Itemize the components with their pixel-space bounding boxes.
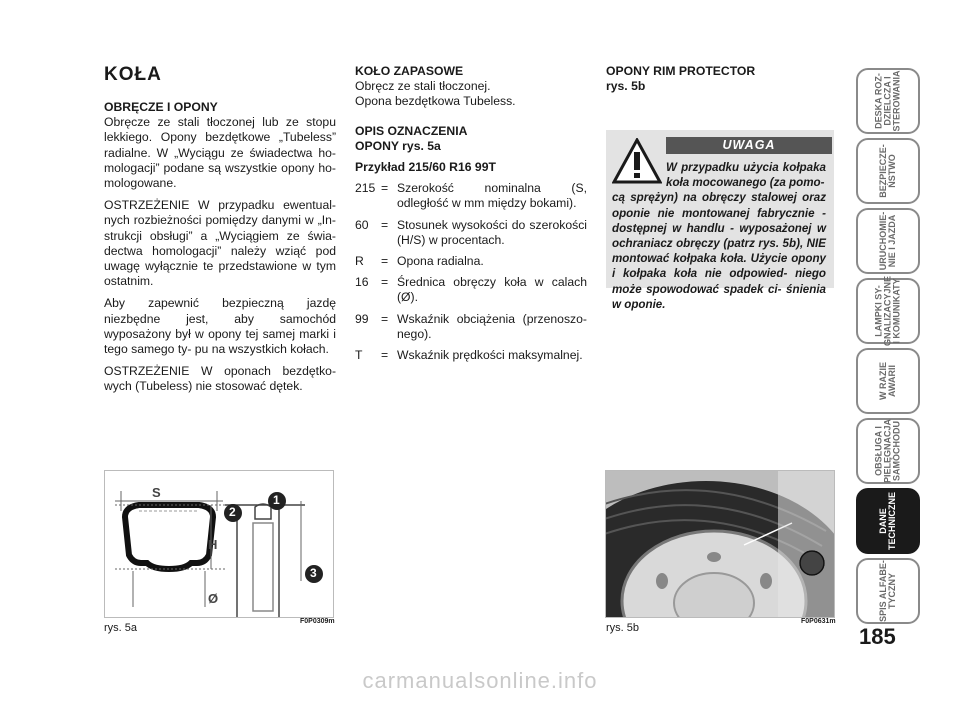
spec-equals: =: [381, 181, 389, 196]
spec-value: Średnica obręczy koła w calach (Ø).: [397, 275, 587, 305]
watermark: carmanualsonline.info: [362, 668, 598, 693]
spec-key: 60: [355, 217, 369, 232]
spec-key: T: [355, 348, 363, 363]
label-diameter: Ø: [208, 591, 219, 606]
spec-value: Opona radialna.: [397, 254, 484, 269]
column-3: [606, 64, 836, 94]
paragraph-rims: Obręcze ze stali tłoczonej lub ze stopu lekkiego. Opony bezdętkowe „Tubeless” radialne. W „Wyciągu ze świadectwa ho- mologacji” podane są wszystkie opony ho- mologowane.: [104, 115, 336, 191]
chapter-tab-label: BEZPIECZE- ŃSTWO: [878, 144, 897, 198]
spec-key: 16: [355, 275, 369, 290]
warning-text-body: cą sprężyn) na obręczy stalowej oraz oponie nie montowanej fabrycznie - dostępnej w handlu - wyposażonej w ochraniacz obręczy (patrz rys. 5b), NIE montować kołpaka koła. Użycie opony i kołpaka koła nie odpowied- niego może spowodować spadek ci- śnienia w oponie.: [612, 191, 826, 311]
wheel-photo-drawing: [606, 471, 834, 617]
heading-rims-tires: OBRĘCZE I OPONY: [104, 100, 218, 114]
caption-fig-5a: rys. 5a: [104, 622, 138, 634]
chapter-tab-label: LAMPKI SY- GNALIZACYJNE I KOMUNIKATY: [873, 275, 902, 347]
paragraph-no-tubes: OSTRZEŻENIE W oponach bezdętko- wych (Tubeless) nie stosować dętek.: [104, 364, 336, 394]
code-fig-5a: F0P0309m: [300, 618, 335, 625]
spec-value: Wskaźnik obciążenia (przenoszo- nego).: [397, 311, 587, 341]
column-1: [104, 64, 336, 402]
spec-value: Stosunek wysokości do szerokości (H/S) w procentach.: [397, 217, 587, 247]
chapter-tab[interactable]: [856, 138, 920, 204]
paragraph-same-tires: Aby zapewnić bezpieczną jazdę niezbędne jest, aby samochód wyposażony był w opony tej samej marki i tego samego ty- pu na wszystkich kołach.: [104, 296, 336, 357]
chapter-tab[interactable]: [856, 208, 920, 274]
chapter-tab-label: SPIS ALFABE- TYCZNY: [878, 560, 897, 622]
tire-section-drawing: [105, 471, 333, 617]
figure-rim-protector-photo: [605, 470, 835, 618]
chapter-tab[interactable]: [856, 348, 920, 414]
section-title: KOŁA: [104, 64, 162, 85]
spec-row: [355, 254, 587, 269]
chapter-tab[interactable]: [856, 418, 920, 484]
spec-row: [355, 218, 587, 248]
marker-3: 3: [310, 566, 317, 580]
chapter-tab-label: DANE TECHNICZNE: [878, 492, 897, 550]
chapter-tab[interactable]: [856, 275, 920, 347]
spare-tire-text: Opona bezdętkowa Tubeless.: [355, 94, 516, 109]
spec-key: 215: [355, 181, 376, 196]
heading-marking-a: OPIS OZNACZENIA: [355, 123, 468, 138]
example-marking: Przykład 215/60 R16 99T: [355, 160, 496, 175]
chapter-tab-label: OBSŁUGA I PIELĘGNACJA SAMOCHODU: [873, 418, 902, 484]
figure-tire-cross-section: [104, 470, 334, 618]
marker-1: 1: [273, 493, 280, 507]
spec-value: Szerokość nominalna (S, odległość w mm między bokami).: [397, 181, 587, 211]
paragraph-warning-homologation: OSTRZEŻENIE W przypadku ewentual- nych rozbieżności pomiędzy danymi w „In- strukcji obsługi” a „Wyciągiem ze świa- dectwa homologacji” należy wziąć pod uwagę wyłącznie te przedstawione w tym ostatnim.: [104, 198, 336, 289]
spec-row: [355, 312, 587, 342]
spec-equals: =: [381, 348, 389, 363]
warning-label: UWAGA: [666, 137, 832, 154]
warning-box: [606, 130, 834, 311]
warning-text-intro: W przypadku użycia kołpaka koła mocowanego (za pomo-: [666, 161, 826, 190]
chapter-tab[interactable]: [856, 488, 920, 554]
label-s: S: [152, 485, 161, 500]
label-h: H: [208, 537, 218, 552]
chapter-tab-label: URUCHOMIE- NIE I JAZDA: [878, 211, 897, 271]
column-2: [355, 64, 587, 369]
heading-fig-ref: rys. 5b: [606, 79, 646, 94]
spec-list: [355, 181, 587, 363]
warning-text: [612, 160, 826, 312]
spare-rim-text: Obręcz ze stali tłoczonej.: [355, 79, 491, 94]
spec-key: R: [355, 254, 364, 269]
spec-key: 99: [355, 311, 369, 326]
heading-marking-b: OPONY rys. 5a: [355, 138, 441, 153]
heading-rim-protector: OPONY RIM PROTECTOR: [606, 64, 756, 78]
spec-equals: =: [381, 275, 389, 290]
heading-spare-wheel: KOŁO ZAPASOWE: [355, 64, 464, 78]
spec-row: [355, 181, 587, 211]
marker-2: 2: [229, 505, 236, 519]
page-number: 185: [859, 624, 896, 649]
chapter-tab-label: DESKA ROZ- DZIELCZA I STEROWANIA: [873, 70, 902, 132]
chapter-tab-label: W RAZIE AWARII: [878, 362, 897, 400]
spec-row: [355, 275, 587, 305]
code-fig-5b: F0P0631m: [801, 618, 836, 625]
spec-equals: =: [381, 254, 389, 269]
spec-equals: =: [381, 217, 389, 232]
chapter-tab[interactable]: [856, 558, 920, 624]
spec-equals: =: [381, 311, 389, 326]
chapter-tab[interactable]: [856, 68, 920, 134]
caption-fig-5b: rys. 5b: [606, 622, 640, 634]
spec-value: Wskaźnik prędkości maksymalnej.: [397, 348, 583, 363]
spec-row: [355, 348, 587, 363]
